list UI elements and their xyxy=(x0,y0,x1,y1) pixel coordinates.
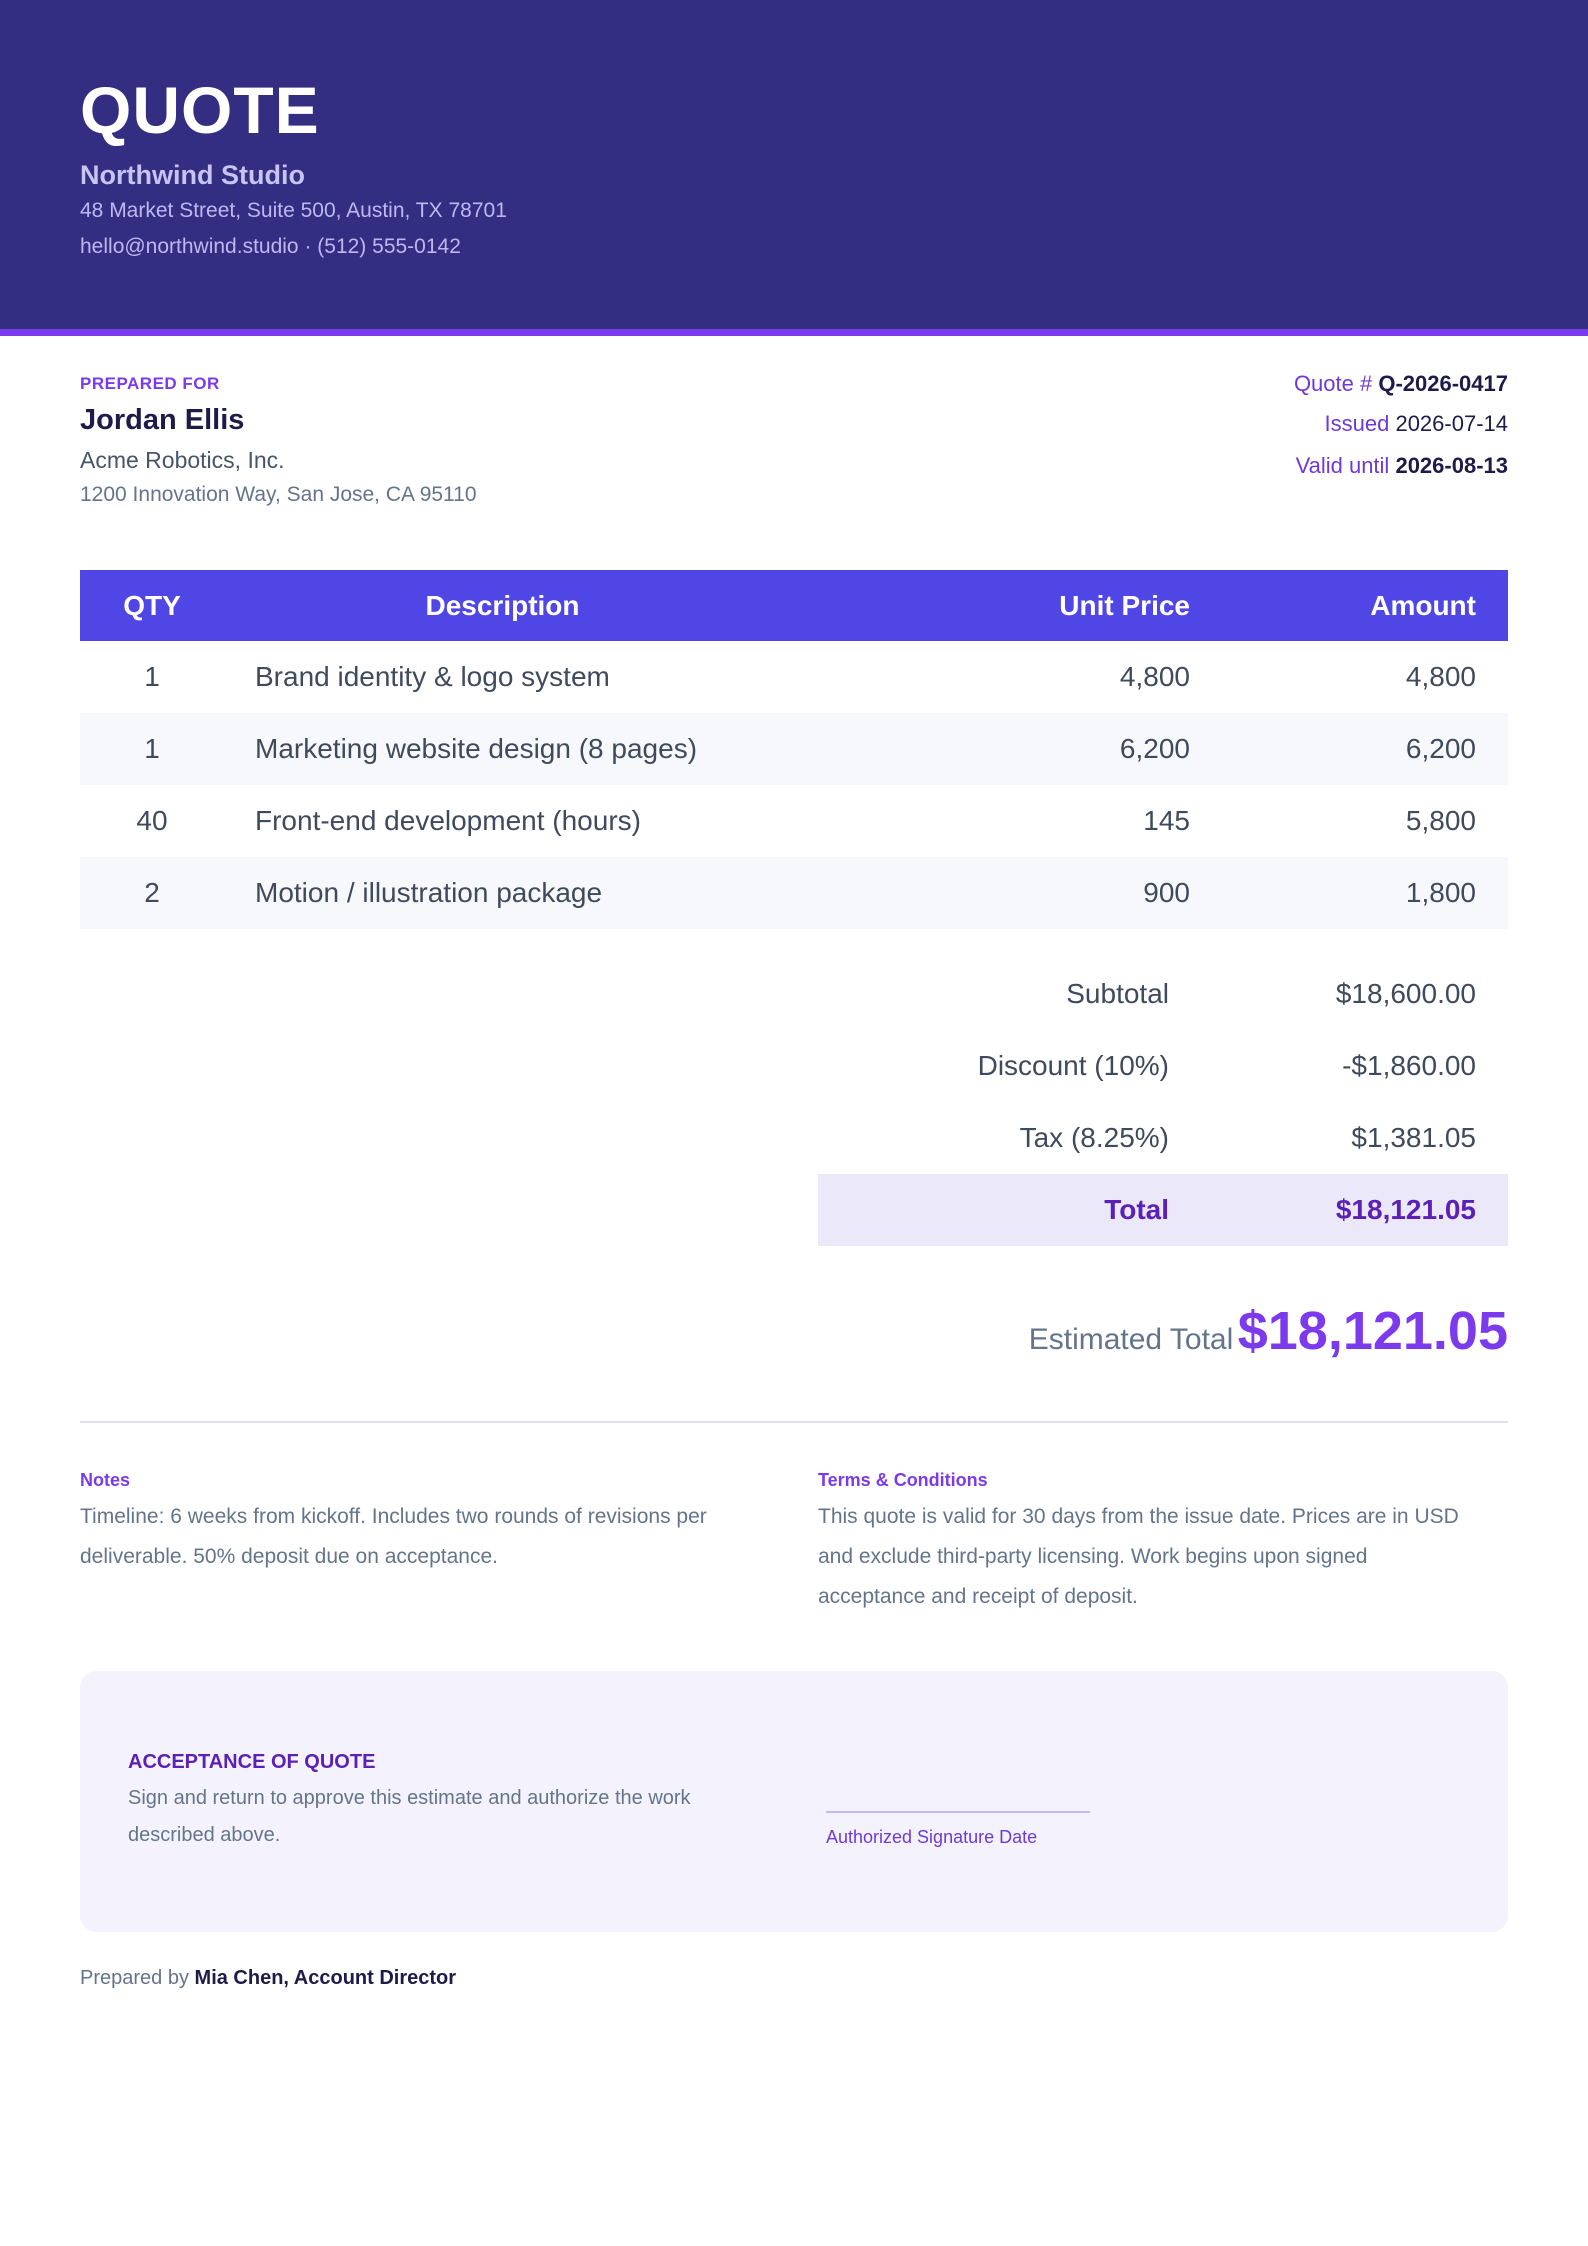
total-label: Total xyxy=(1104,1194,1169,1225)
subtotal-row xyxy=(818,958,1508,1030)
row-unit-price: 900 xyxy=(1143,877,1190,908)
acceptance-line: Sign and return to approve this estimate and authorize the work xyxy=(128,1787,691,1809)
row-unit-price: 145 xyxy=(1143,805,1190,836)
header-description: Description xyxy=(425,590,580,621)
acceptance-text xyxy=(128,1780,768,1854)
terms-line: acceptance and receipt of deposit. xyxy=(818,1585,1138,1608)
tax-value: $1,381.05 xyxy=(1351,1122,1476,1153)
prepared-by-label: Prepared by xyxy=(80,1967,189,1989)
row-amount: 1,800 xyxy=(1405,877,1476,908)
subtotal-label: Subtotal xyxy=(1066,978,1169,1009)
estimated-total-value: $18,121.05 xyxy=(1237,1301,1508,1361)
quote-number-line xyxy=(1294,369,1508,399)
terms-line: and exclude third-party licensing. Work begins upon signed xyxy=(818,1545,1368,1568)
signature-line[interactable] xyxy=(826,1811,1090,1813)
company-address: 48 Market Street, Suite 500, Austin, TX 78701 xyxy=(80,199,507,222)
total-value: $18,121.05 xyxy=(1335,1194,1476,1225)
table-row xyxy=(80,857,1508,929)
valid-until-line xyxy=(1296,451,1508,481)
table-row xyxy=(80,785,1508,857)
row-qty: 1 xyxy=(144,733,160,764)
notes-line: deliverable. 50% deposit due on acceptance. xyxy=(80,1545,498,1568)
notes-title: Notes xyxy=(80,1470,131,1490)
row-qty: 2 xyxy=(144,877,160,908)
header-amount: Amount xyxy=(1370,590,1476,621)
header-qty: QTY xyxy=(123,590,181,621)
terms-title: Terms & Conditions xyxy=(818,1470,988,1490)
company-name: Northwind Studio xyxy=(80,160,305,190)
acceptance-box xyxy=(80,1671,1508,1932)
tax-label: Tax (8.25%) xyxy=(1019,1122,1169,1153)
row-unit-price: 4,800 xyxy=(1119,661,1190,692)
row-description: Motion / illustration package xyxy=(255,877,603,908)
client-name: Jordan Ellis xyxy=(80,404,245,436)
row-description: Brand identity & logo system xyxy=(255,661,610,692)
discount-label: Discount (10%) xyxy=(977,1050,1169,1081)
discount-value: -$1,860.00 xyxy=(1342,1050,1476,1081)
issued-label: Issued xyxy=(1324,411,1390,436)
tax-row xyxy=(818,1102,1508,1174)
row-qty: 40 xyxy=(136,805,168,836)
valid-until-label: Valid until xyxy=(1295,453,1390,478)
valid-until-date: 2026-08-13 xyxy=(1395,453,1508,478)
section-divider xyxy=(80,1421,1508,1423)
issued-date: 2026-07-14 xyxy=(1395,411,1508,436)
acceptance-title: ACCEPTANCE OF QUOTE xyxy=(128,1751,376,1773)
subtotal-value: $18,600.00 xyxy=(1335,978,1476,1009)
client-address: 1200 Innovation Way, San Jose, CA 95110 xyxy=(80,483,477,506)
prepared-for-label: PREPARED FOR xyxy=(80,374,220,393)
prepared-by xyxy=(80,1967,456,1990)
quote-number-label: Quote # xyxy=(1293,371,1373,396)
quote-number: Q-2026-0417 xyxy=(1378,371,1508,396)
row-unit-price: 6,200 xyxy=(1119,733,1190,764)
estimated-total xyxy=(1029,1300,1508,1380)
notes-line: Timeline: 6 weeks from kickoff. Includes two rounds of revisions per xyxy=(80,1505,707,1528)
row-description: Front-end development (hours) xyxy=(255,805,641,836)
prepared-by-name: Mia Chen, Account Director xyxy=(194,1967,457,1989)
line-items-header xyxy=(80,570,1508,641)
total-row xyxy=(818,1174,1508,1246)
company-contact: hello@northwind.studio · (512) 555-0142 xyxy=(80,235,461,258)
issued-line xyxy=(1325,409,1509,439)
row-amount: 4,800 xyxy=(1405,661,1476,692)
estimated-total-label: Estimated Total xyxy=(1028,1323,1234,1356)
table-row xyxy=(80,713,1508,785)
quote-header xyxy=(0,0,1588,329)
client-company: Acme Robotics, Inc. xyxy=(80,447,285,473)
header-unit-price: Unit Price xyxy=(1059,590,1190,621)
row-amount: 5,800 xyxy=(1405,805,1476,836)
row-amount: 6,200 xyxy=(1405,733,1476,764)
document-title: QUOTE xyxy=(80,73,320,147)
header-accent-bar xyxy=(0,329,1588,336)
table-row xyxy=(80,641,1508,713)
row-description: Marketing website design (8 pages) xyxy=(255,733,698,764)
row-qty: 1 xyxy=(144,661,160,692)
discount-row xyxy=(818,1030,1508,1102)
signature-label: Authorized Signature Date xyxy=(826,1827,1038,1847)
acceptance-line: described above. xyxy=(128,1824,281,1846)
terms-line: This quote is valid for 30 days from the issue date. Prices are in USD xyxy=(818,1505,1459,1528)
